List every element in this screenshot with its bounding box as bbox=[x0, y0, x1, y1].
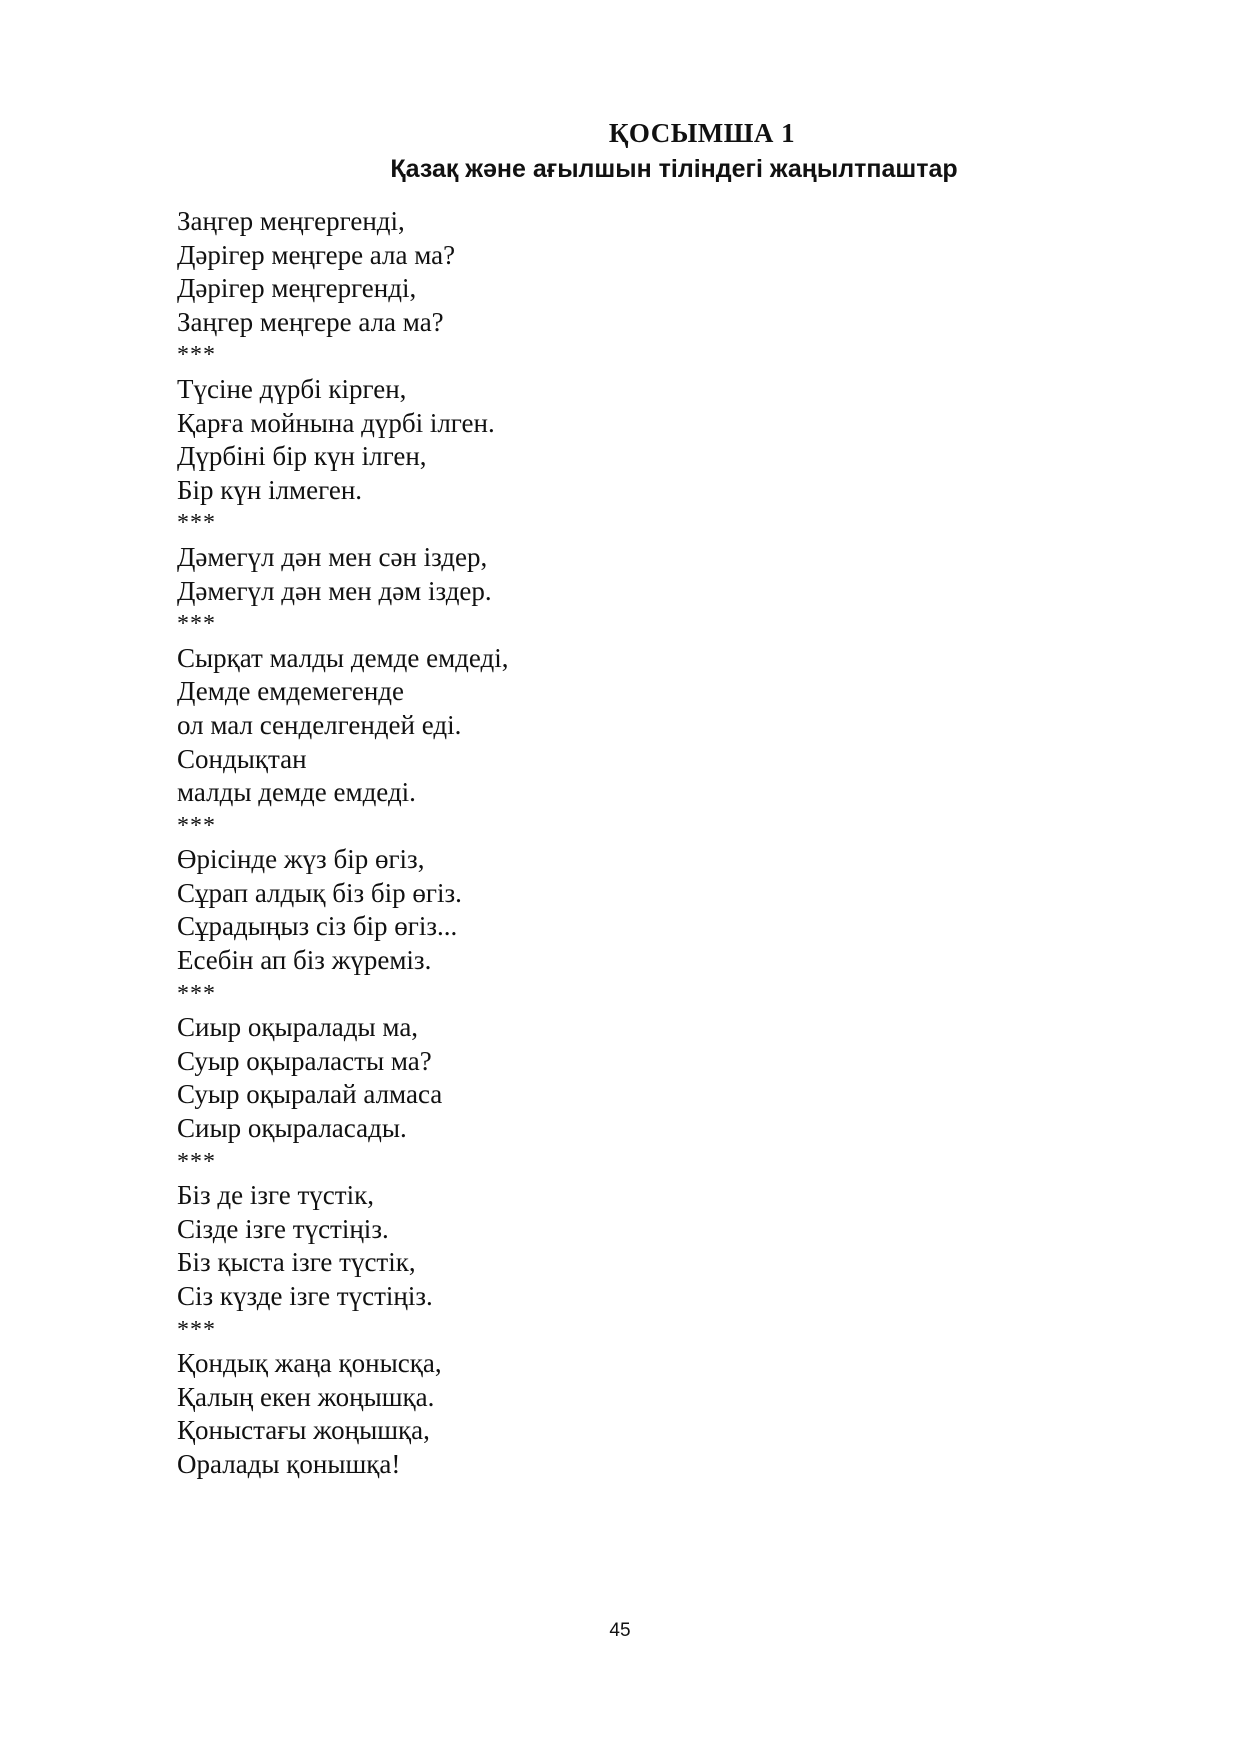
poem-line: Сұрадыңыз сіз бір өгіз... bbox=[177, 911, 458, 942]
poem-line: Сіз күзде ізге түстіңіз. bbox=[177, 1281, 433, 1311]
poem-line: Бір күн ілмеген. bbox=[177, 474, 363, 505]
poem-line: Дәмегүл дән мен дәм іздер. bbox=[177, 575, 492, 606]
poem-line: Өрісінде жүз бір өгіз, bbox=[177, 844, 425, 875]
poem-line: Дүрбіні бір күн ілген, bbox=[177, 441, 427, 472]
poem-line: Қалың екен жоңышқа. bbox=[177, 1381, 435, 1412]
poem-line: Сырқат малды демде емдеді, bbox=[177, 642, 509, 673]
poem-line: Қоныстағы жоңышқа, bbox=[177, 1415, 430, 1446]
poem-line: Суыр оқыраласты ма? bbox=[177, 1045, 432, 1076]
poem-line: Түсіне дүрбі кірген, bbox=[177, 373, 407, 404]
poem-line: Демде емдемегенде bbox=[177, 676, 405, 707]
poem-separator: *** bbox=[177, 1316, 216, 1343]
poem-line: Сізде ізге түстіңіз. bbox=[177, 1213, 389, 1244]
poem-line: Оралады қонышқа! bbox=[177, 1448, 401, 1479]
poem-line: Есебін ап біз жүреміз. bbox=[177, 945, 432, 976]
poem-line: Қарға мойнына дүрбі ілген. bbox=[177, 407, 495, 438]
poem-line: малды демде емдеді. bbox=[177, 777, 416, 808]
poem-line: Қондық жаңа қонысқа, bbox=[177, 1348, 442, 1379]
poem-separator: *** bbox=[177, 611, 216, 638]
poem-line: Суыр оқыралай алмаса bbox=[177, 1079, 443, 1110]
poem-line: Дәрігер меңгергенді, bbox=[177, 273, 417, 304]
poem-separator: *** bbox=[177, 980, 216, 1007]
poem-line: Сиыр оқыралады ма, bbox=[177, 1012, 419, 1043]
poem-line: ол мал сенделгендей еді. bbox=[177, 709, 462, 740]
poem-line: Сиыр оқыраласады. bbox=[177, 1113, 407, 1144]
page-number: 45 bbox=[609, 1620, 631, 1641]
poem-line: Біз де ізге түстік, bbox=[177, 1180, 374, 1211]
poem-separator: *** bbox=[177, 812, 216, 839]
appendix-subtitle: Қазақ және ағылшын тіліндегі жаңылтпаштар bbox=[390, 155, 958, 183]
poem-line: Заңгер меңгергенді, bbox=[177, 206, 405, 236]
poem-line: Сондықтан bbox=[177, 743, 307, 774]
poem-separator: *** bbox=[177, 342, 216, 369]
tongue-twister-list bbox=[177, 205, 1077, 1482]
poem-line: Сұрап алдық біз бір өгіз. bbox=[177, 877, 462, 908]
poem-line: Дәмегүл дән мен сән іздер, bbox=[177, 541, 488, 572]
poem-line: Біз қыста ізге түстік, bbox=[177, 1247, 416, 1278]
poem-line: Заңгер меңгере ала ма? bbox=[177, 306, 444, 337]
poem-separator: *** bbox=[177, 1148, 216, 1175]
poem-separator: *** bbox=[177, 510, 216, 537]
poem-line: Дәрігер меңгере ала ма? bbox=[177, 239, 456, 270]
appendix-title: ҚОСЫМША 1 bbox=[608, 118, 796, 148]
